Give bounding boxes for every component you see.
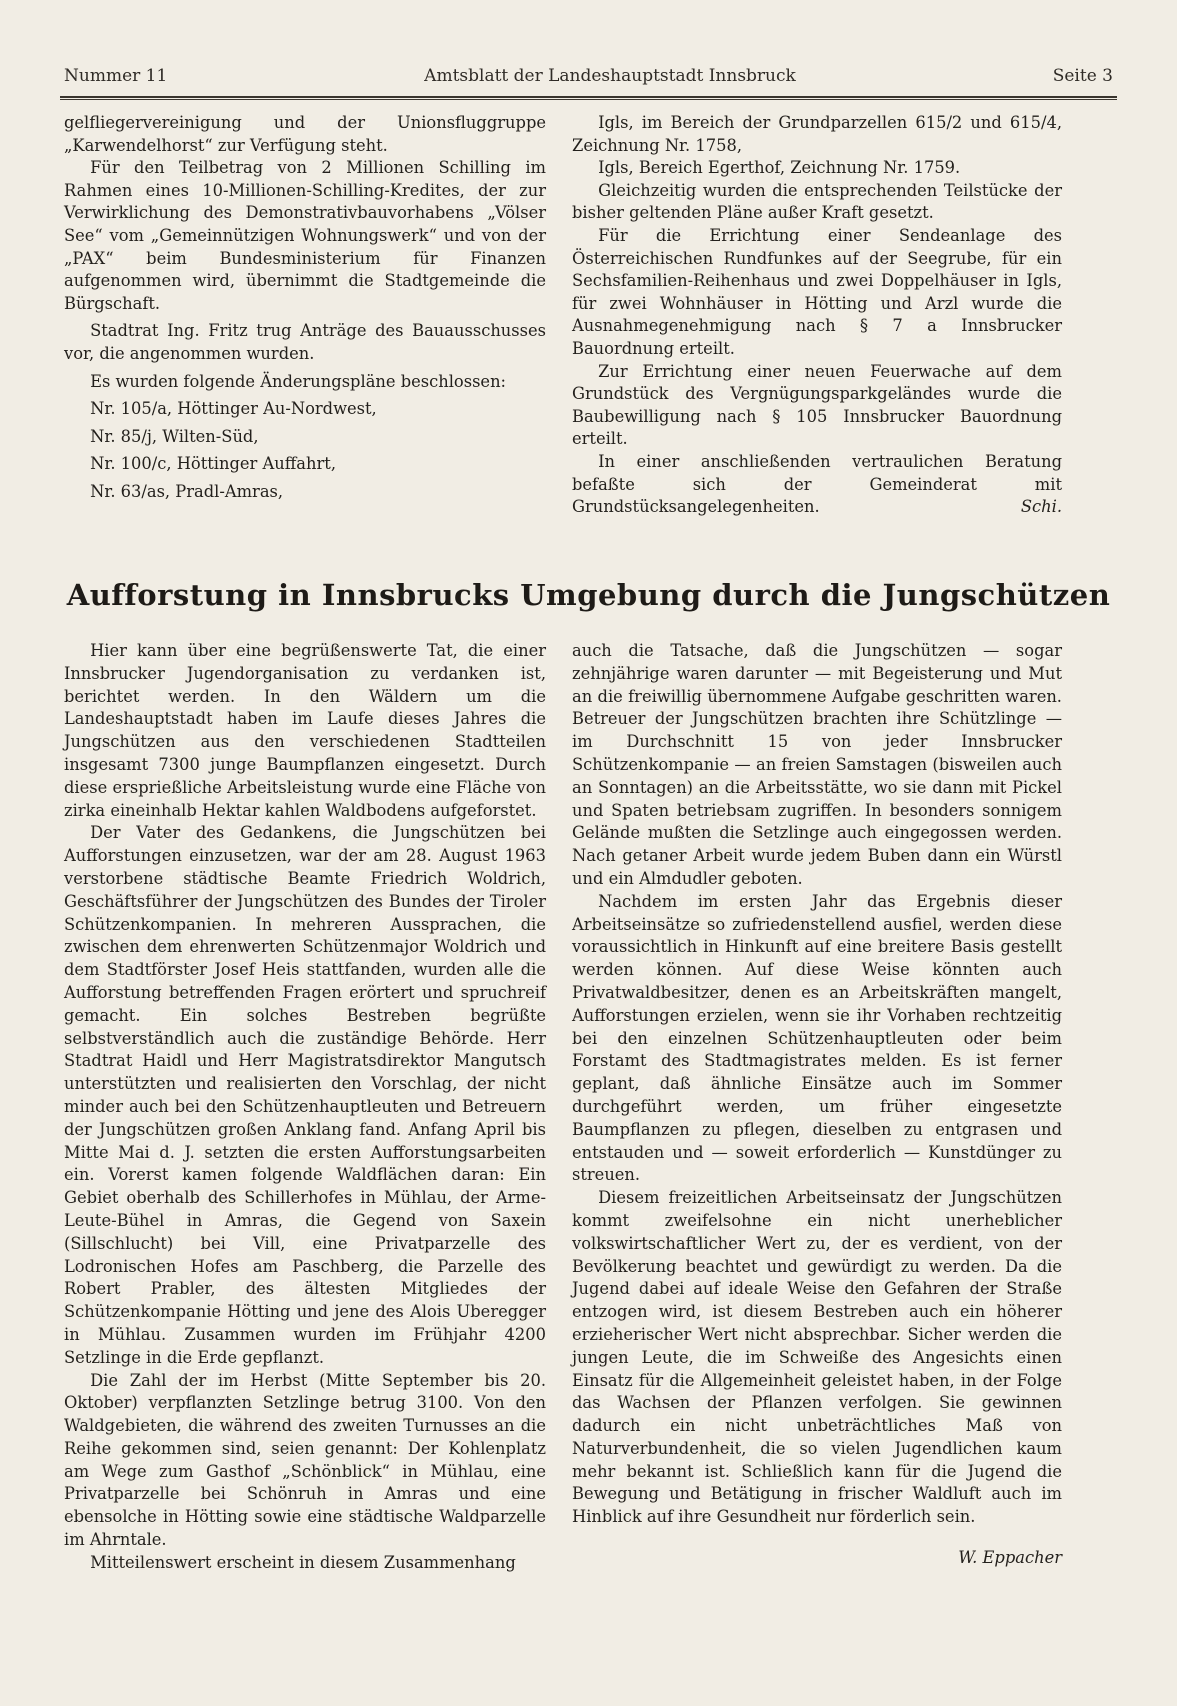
- paragraph-text: In einer anschließenden vertraulichen Beratung befaßte sich der Gemeinderat mit Grundstücksangelegenheiten.: [572, 451, 1062, 517]
- paragraph: Nachdem im ersten Jahr das Ergebnis dieser Arbeitseinsätze so zufriedenstellend ausfiel, werden diese voraussichtlich in Hinkunft auf eine breitere Basis gestellt werden können. Auf diese Weise könnten auch Privatwaldbesitzer, denen es an Arbeitskräften mangelt, Aufforstungen erzielen, wenn sie ihr Vorhaben rechtzeitig bei den einzelnen Schützenhauptleuten oder beim Forstamt des Stadtmagistrates melden. Es ist ferner geplant, daß ähnliche Einsätze auch im Sommer durchgeführt werden, um früher eingesetzte Baumpflanzen zu pflegen, dieselben zu entgrasen und entstauden und — soweit erforderlich — Kunstdünger zu streuen.: [572, 891, 1062, 1185]
- plan-item: Nr. 100/c, Höttinger Auffahrt,: [90, 454, 336, 474]
- paragraph: Zur Errichtung einer neuen Feuerwache auf dem Grundstück des Vergnügungsparkgeländes wurde die Baubewilligung nach § 105 Innsbrucker Bauordnung erteilt.: [572, 361, 1062, 449]
- article-headline: Aufforstung in Innsbrucks Umgebung durch die Jungschützen: [66, 578, 1111, 612]
- paragraph: Diesem freizeitlichen Arbeitseinsatz der Jungschützen kommt zweifelsohne ein nicht unerheblicher volkswirtschaftlicher Wert zu, der es verdient, von der Bevölkerung beachtet und gewürdigt zu werden. Da die Jugend dabei auf ideale Weise den Gefahren der Straße entzogen wird, ist diesem Bestreben auch ein höherer erzieherischer Wert nicht absprechbar. Sicher werden die jungen Leute, die im Schweiße des Angesichts einen Einsatz für die Allgemeinheit geleistet haben, in der Folge das Wachsen der Pflanzen verfolgen. Sie gewinnen dadurch ein nicht unbeträchtliches Maß von Naturverbundenheit, die so vielen Jugendlichen kaum mehr bekannt ist. Schließlich kann für die Jugend die Bewegung und Betätigung in frischer Waldluft auch im Hinblick auf ihre Gesundheit nur förderlich sein.: [572, 1188, 1062, 1527]
- plan-item: Nr. 85/j, Wilten-Süd,: [90, 426, 259, 446]
- article-left-column: [64, 640, 546, 1575]
- page-header: [64, 66, 1113, 92]
- paragraph: Für die Errichtung einer Sendeanlage des Österreichischen Rundfunkes auf der Seegrube, für ein Sechsfamilien-Reihenhaus und zwei Doppelhäuser in Igls, für zwei Wohnhäuser in Hötting und Arzl wurde die Ausnahmegenehmigung nach § 7 a Innsbrucker Bauordnung erteilt.: [572, 225, 1062, 358]
- top-left-column: [64, 112, 546, 504]
- header-rule-thin: [60, 99, 1117, 100]
- paragraph: gelfliegervereinigung und der Unionsfluggruppe „Karwendelhorst“ zur Verfügung steht.: [64, 113, 546, 155]
- article-right-column: [572, 640, 1062, 1570]
- paragraph: Stadtrat Ing. Fritz trug Anträge des Bauausschusses vor, die angenommen wurden.: [64, 321, 546, 363]
- paragraph: Mitteilenswert erscheint in diesem Zusammenhang: [90, 1552, 516, 1572]
- header-rule: [60, 96, 1117, 98]
- issue-number: Nummer 11: [64, 66, 168, 86]
- paragraph: Es wurden folgende Änderungspläne beschlossen:: [90, 371, 507, 391]
- paragraph: Der Vater des Gedankens, die Jungschützen bei Aufforstungen einzusetzen, war der am 28. August 1963 verstorbene städtische Beamte Friedrich Woldrich, Geschäftsführer der Jungschützen des Bundes der Tiroler Schützenkompanien. In mehreren Aussprachen, die zwischen dem ehrenwerten Schützenmajor Woldrich und dem Stadtförster Josef Heis stattfanden, wurden alle die Aufforstung betreffenden Fragen erörtert und spruchreif gemacht. Ein solches Bestreben begrüßte selbstverständlich auch die zuständige Behörde. Herr Stadtrat Haidl und Herr Magistratsdirektor Mangutsch unterstützten und realisierten den Vorschlag, der nicht minder auch bei den Schützenhauptleuten und Betreuern der Jungschützen großen Anklang fand. Anfang April bis Mitte Mai d. J. setzten die ersten Aufforstungsarbeiten ein. Vorerst kamen folgende Waldflächen daran: Ein Gebiet oberhalb des Schillerhofes in Mühlau, der Arme-Leute-Bühel in Amras, die Gegend von Saxein (Sillschlucht) bei Vill, eine Privatparzelle des Lodronischen Hofes am Paschberg, die Parzelle des Robert Prabler, des ältesten Mitgliedes der Schützenkompanie Hötting und jene des Alois Uberegger in Mühlau. Zusammen wurden im Frühjahr 4200 Setzlinge in die Erde gepflanzt.: [64, 823, 546, 1367]
- paragraph: Für den Teilbetrag von 2 Millionen Schilling im Rahmen eines 10-Millionen-Schilling-Kredites, der zur Verwirklichung des Demonstrativbauvorhabens „Völser See“ vom „Gemeinnützigen Wohnungswerk“ und von der „PAX“ beim Bundesministerium für Finanzen aufgenommen wird, übernimmt die Stadtgemeinde die Bürgschaft.: [64, 158, 546, 313]
- publication-title: Amtsblatt der Landeshauptstadt Innsbruck: [424, 66, 796, 86]
- signature: Schi.: [1020, 497, 1062, 517]
- plan-item: Nr. 63/as, Pradl-Amras,: [90, 481, 284, 501]
- plan-item: Nr. 105/a, Höttinger Au-Nordwest,: [90, 399, 377, 419]
- paragraph: Igls, Bereich Egerthof, Zeichnung Nr. 1759.: [598, 158, 961, 178]
- paragraph: [572, 451, 1062, 519]
- paragraph: Hier kann über eine begrüßenswerte Tat, die einer Innsbrucker Jugendorganisation zu verdanken ist, berichtet werden. In den Wäldern um die Landeshauptstadt haben im Laufe dieses Jahres die Jungschützen aus den verschiedenen Stadtteilen insgesamt 7300 junge Baumpflanzen eingesetzt. Durch diese ersprießliche Arbeitsleistung wurde eine Fläche von zirka eineinhalb Hektar kahlen Waldbodens aufgeforstet.: [64, 641, 546, 820]
- paragraph: Die Zahl der im Herbst (Mitte September bis 20. Oktober) verpflanzten Setzlinge betrug 3100. Von den Waldgebieten, die während des zweiten Turnusses an die Reihe gekommen sind, seien genannt: Der Kohlenplatz am Wege zum Gasthof „Schönblick“ in Mühlau, eine Privatparzelle bei Schönruh in Amras und eine ebensolche in Hötting sowie eine städtische Waldparzelle im Ahrntale.: [64, 1370, 546, 1550]
- author-signature: W. Eppacher: [958, 1548, 1062, 1568]
- paragraph: Igls, im Bereich der Grundparzellen 615/2 und 615/4, Zeichnung Nr. 1758,: [572, 113, 1062, 155]
- paragraph: auch die Tatsache, daß die Jungschützen — sogar zehnjährige waren darunter — mit Begeisterung und Mut an die freiwillig übernommene Aufgabe geschritten waren. Betreuer der Jungschützen brachten ihre Schützlinge — im Durchschnitt 15 von jeder Innsbrucker Schützenkompanie — an freien Samstagen (bisweilen auch an Sonntagen) an die Arbeitsstätte, wo sie dann mit Pickel und Spaten betriebsam zugriffen. In besonders sonnigem Gelände mußten die Setzlinge auch eingegossen werden. Nach getaner Arbeit wurde jedem Buben dann ein Würstl und ein Almdudler geboten.: [572, 641, 1062, 888]
- paragraph: Gleichzeitig wurden die entsprechenden Teilstücke der bisher geltenden Pläne außer Kraft gesetzt.: [572, 180, 1062, 223]
- page-number: Seite 3: [1052, 66, 1113, 86]
- top-right-column: [572, 112, 1062, 519]
